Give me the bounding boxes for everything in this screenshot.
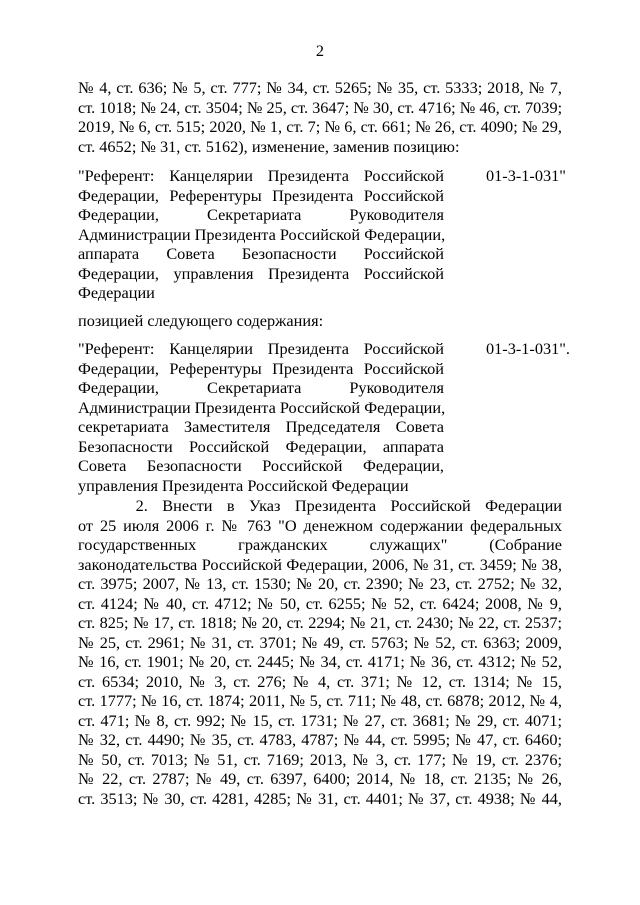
text-line: "Референт: Канцелярии Президента Российской [78, 166, 444, 185]
text-line: № 50, ст. 7013; № 51, ст. 7169; 2013, № 3, ст. 177; № 19, ст. 2376; [78, 749, 562, 769]
text-line: 2019, № 6, ст. 515; 2020, № 1, ст. 7; № 6, ст. 661; № 26, ст. 4090; № 29, [78, 117, 562, 136]
text-line: секретариата Заместителя Председателя Совета [78, 417, 444, 436]
text-line: 2. Внести в Указ Президента Российской Федерации [78, 496, 562, 515]
text-line: Безопасности Российской Федерации, аппарата [78, 436, 444, 456]
text-line: Федерации, управления Президента Российской [78, 263, 444, 283]
text-line: Федерации, Референтуры Президента Российской [78, 358, 444, 378]
text-line: № 22, ст. 2787; № 49, ст. 6397, 6400; 2014, № 18, ст. 2135; № 26, [78, 769, 562, 788]
text-line: ст. 825; № 17, ст. 1818; № 20, ст. 2294; № 21, ст. 2430; № 22, ст. 2537; [78, 613, 562, 632]
text-line: управления Президента Российской Федерации [78, 475, 409, 495]
text-line: ст. 6534; 2010, № 3, ст. 276; № 4, ст. 371; № 12, ст. 1314; № 15, [78, 671, 562, 691]
text-line: Администрации Президента Российской Федерации, [78, 224, 446, 244]
new-position-text [78, 339, 444, 495]
text-line: государственных гражданских служащих" (Собрание [78, 535, 562, 554]
text-line: ст. 3513; № 30, ст. 4281, 4285; № 31, ст. 4401; № 37, ст. 4938; № 44, [78, 788, 562, 808]
text-line: от 25 июля 2006 г. № 763 "О денежном содержании федеральных [78, 515, 562, 535]
text-line: законодательства Российской Федерации, 2006, № 31, ст. 3459; № 38, [78, 554, 562, 574]
new-position-code: 01-3-1-031". [486, 339, 570, 358]
item-2-paragraph [78, 496, 562, 808]
text-line: № 4, ст. 636; № 5, ст. 777; № 34, ст. 5265; № 35, ст. 5333; 2018, № 7, [78, 78, 562, 97]
transition-text: позицией следующего содержания: [78, 311, 324, 330]
text-line: № 25, ст. 2961; № 31, ст. 3701; № 49, ст. 5763; № 52, ст. 6363; 2009, [78, 632, 562, 652]
text-line: № 32, ст. 4490; № 35, ст. 4783, 4787; № 44, ст. 5995; № 47, ст. 6460; [78, 730, 562, 749]
text-line: "Референт: Канцелярии Президента Российской [78, 339, 444, 358]
text-line: Федерации, Референтуры Президента Российской [78, 185, 444, 205]
page-number: 2 [315, 41, 325, 60]
text-line: ст. 4124; № 40, ст. 4712; № 50, ст. 6255; № 52, ст. 6424; 2008, № 9, [78, 593, 562, 613]
text-line: Федерации [78, 283, 155, 302]
text-line: ст. 1018; № 24, ст. 3504; № 25, ст. 3647; № 30, ст. 4716; № 46, ст. 7039; [78, 97, 563, 117]
intro-paragraph [78, 78, 562, 156]
text-line: ст. 471; № 8, ст. 992; № 15, ст. 1731; № 27, ст. 3681; № 29, ст. 4071; [78, 710, 562, 730]
text-line: Федерации, Секретариата Руководителя [78, 378, 444, 397]
text-line: Администрации Президента Российской Федерации, [78, 397, 446, 417]
old-position-text [78, 166, 444, 303]
text-line: аппарата Совета Безопасности Российской [78, 244, 444, 263]
text-line: ст. 4652; № 31, ст. 5162), изменение, заменив позицию: [78, 136, 460, 156]
text-line: ст. 1777; № 16, ст. 1874; 2011, № 5, ст. 711; № 48, ст. 6878; 2012, № 4, [78, 691, 562, 710]
text-line: № 16, ст. 1901; № 20, ст. 2445; № 34, ст. 4171; № 36, ст. 4312; № 52, [78, 652, 562, 671]
text-line: Совета Безопасности Российской Федерации, [78, 456, 444, 475]
text-line: ст. 3975; 2007, № 13, ст. 1530; № 20, ст. 2390; № 23, ст. 2752; № 32, [78, 574, 562, 593]
text-line: Федерации, Секретариата Руководителя [78, 205, 444, 224]
old-position-code: 01-3-1-031" [486, 166, 566, 185]
